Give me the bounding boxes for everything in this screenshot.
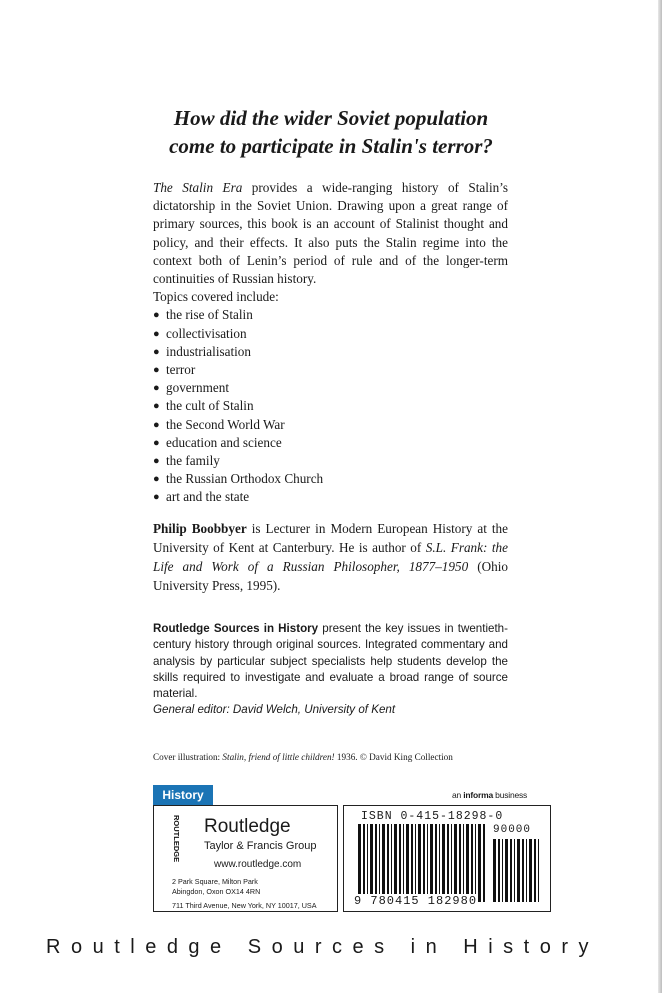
- headline: [150, 104, 512, 160]
- cover-illustration-credit: [153, 752, 513, 762]
- barcode-bar: [459, 824, 461, 902]
- series-editor: General editor: David Welch, University of Kent: [153, 703, 396, 717]
- topic-item: ● education and science: [153, 434, 508, 452]
- barcode-bar: [363, 824, 365, 902]
- barcode-bar: [505, 839, 508, 902]
- barcode-bar: [483, 824, 485, 902]
- barcode-bar: [522, 839, 524, 902]
- barcode-bar: [517, 839, 520, 902]
- barcode-bar: [394, 824, 397, 902]
- routledge-vertical-logo-text: ROUTLEDGE: [172, 815, 181, 863]
- page-edge: [658, 0, 662, 993]
- subject-tag: History: [153, 785, 213, 805]
- series-description: [153, 621, 508, 719]
- barcode-bar: [463, 824, 464, 902]
- series-name: Routledge Sources in History: [153, 622, 319, 635]
- author-work: S.L. Frank: the Life and Work of a Russian Philosopher, 1877–1950: [153, 540, 508, 574]
- barcode-bar: [475, 824, 476, 902]
- barcode-bar: [399, 824, 401, 902]
- publisher-address-uk: 2 Park Square, Milton Park Abingdon, Oxon OX14 4RN: [172, 877, 261, 896]
- topic-item: ● industrialisation: [153, 343, 508, 361]
- barcode-bar: [493, 839, 496, 902]
- barcode-bar: [415, 824, 416, 902]
- topics-heading: Topics covered include:: [153, 289, 279, 305]
- barcode-bar: [442, 824, 445, 902]
- barcode-bar: [514, 839, 515, 902]
- topic-item: ● the rise of Stalin: [153, 306, 508, 324]
- ean-barcode: [358, 824, 486, 902]
- barcode-bar: [510, 839, 512, 902]
- topic-item: ● terror: [153, 361, 508, 379]
- topic-item: ● the Russian Orthodox Church: [153, 470, 508, 488]
- topics-list: [153, 306, 508, 506]
- barcode-bar: [538, 839, 539, 902]
- author-name: Philip Boobbyer: [153, 521, 247, 536]
- barcode-bar: [498, 839, 500, 902]
- ean-number: 9 780415 182980: [354, 894, 478, 908]
- barcode-bar: [451, 824, 452, 902]
- author-text: is Lecturer in Modern European History at the University of Kent at Canterbury. He is author of: [153, 521, 508, 555]
- footer-series-title: Routledge Sources in History: [46, 936, 600, 958]
- topic-item: ● the family: [153, 452, 508, 470]
- barcode-bar: [502, 839, 503, 902]
- barcode-bar: [534, 839, 536, 902]
- barcode-bar: [411, 824, 413, 902]
- informa-business: an informa business: [452, 790, 528, 800]
- description-text: provides a wide-ranging history of Stalin’s dictatorship in the Soviet Union. Drawing upon a great range of primary sources, this book is an account of Stalinist thought and policy, and their effects. It also puts the Stalin regime into the context both of Lenin’s period of rule and of the longer-term continuities of Russian history.: [153, 180, 508, 287]
- topic-item: ● government: [153, 379, 508, 397]
- barcode-bar: [406, 824, 409, 902]
- barcode-bar: [466, 824, 469, 902]
- barcode-bar: [427, 824, 428, 902]
- topic-item: ● collectivisation: [153, 325, 508, 343]
- cover-label: Cover illustration:: [153, 752, 223, 762]
- headline-line-2: come to participate in Stalin's terror?: [169, 134, 493, 158]
- description-paragraph: [153, 179, 508, 288]
- series-text: present the key issues in twentieth-century history through original sources. Integrated commentary and analysis by particular subject specialists help students develop the skills required to investigate and evaluate a broad range of source material.: [153, 622, 508, 701]
- publisher-group: Taylor & Francis Group: [204, 840, 317, 852]
- topic-item: ● the cult of Stalin: [153, 397, 508, 415]
- barcode-bar: [358, 824, 361, 902]
- barcode-bar: [379, 824, 380, 902]
- barcode-bar: [454, 824, 457, 902]
- publisher-box: [153, 805, 338, 912]
- author-bio: [153, 519, 508, 595]
- addon-barcode: [493, 839, 541, 902]
- informa-logo: informa: [463, 790, 493, 800]
- barcode-box: [343, 805, 551, 912]
- headline-line-1: How did the wider Soviet population: [173, 106, 489, 130]
- barcode-bar: [529, 839, 532, 902]
- barcode-bar: [439, 824, 440, 902]
- barcode-bar: [430, 824, 433, 902]
- price-addon: 90000: [493, 824, 532, 836]
- cover-title: Stalin, friend of little children!: [222, 752, 335, 762]
- book-title: The Stalin Era: [153, 180, 243, 195]
- barcode-bar: [447, 824, 449, 902]
- barcode-bar: [403, 824, 404, 902]
- barcode-bar: [435, 824, 437, 902]
- routledge-vertical-logo: [172, 815, 185, 863]
- barcode-bar: [375, 824, 377, 902]
- book-description: [153, 179, 508, 507]
- barcode-bar: [478, 824, 481, 902]
- barcode-bar: [423, 824, 425, 902]
- barcode-bar: [370, 824, 373, 902]
- author-text-end: (Ohio University Press, 1995).: [153, 559, 508, 593]
- publisher-name: Routledge: [204, 816, 291, 837]
- isbn-number: ISBN 0-415-18298-0: [361, 810, 504, 823]
- barcode-bar: [387, 824, 389, 902]
- topic-item: ● art and the state: [153, 488, 508, 506]
- publisher-address-us: 711 Third Avenue, New York, NY 10017, USA: [172, 901, 317, 910]
- barcode-bar: [418, 824, 421, 902]
- barcode-bar: [367, 824, 368, 902]
- barcode-bar: [391, 824, 392, 902]
- topic-item: ● the Second World War: [153, 416, 508, 434]
- publisher-url: www.routledge.com: [214, 859, 302, 870]
- barcode-bar: [471, 824, 473, 902]
- cover-credit: 1936. © David King Collection: [334, 752, 453, 762]
- barcode-bar: [526, 839, 527, 902]
- barcode-bar: [382, 824, 385, 902]
